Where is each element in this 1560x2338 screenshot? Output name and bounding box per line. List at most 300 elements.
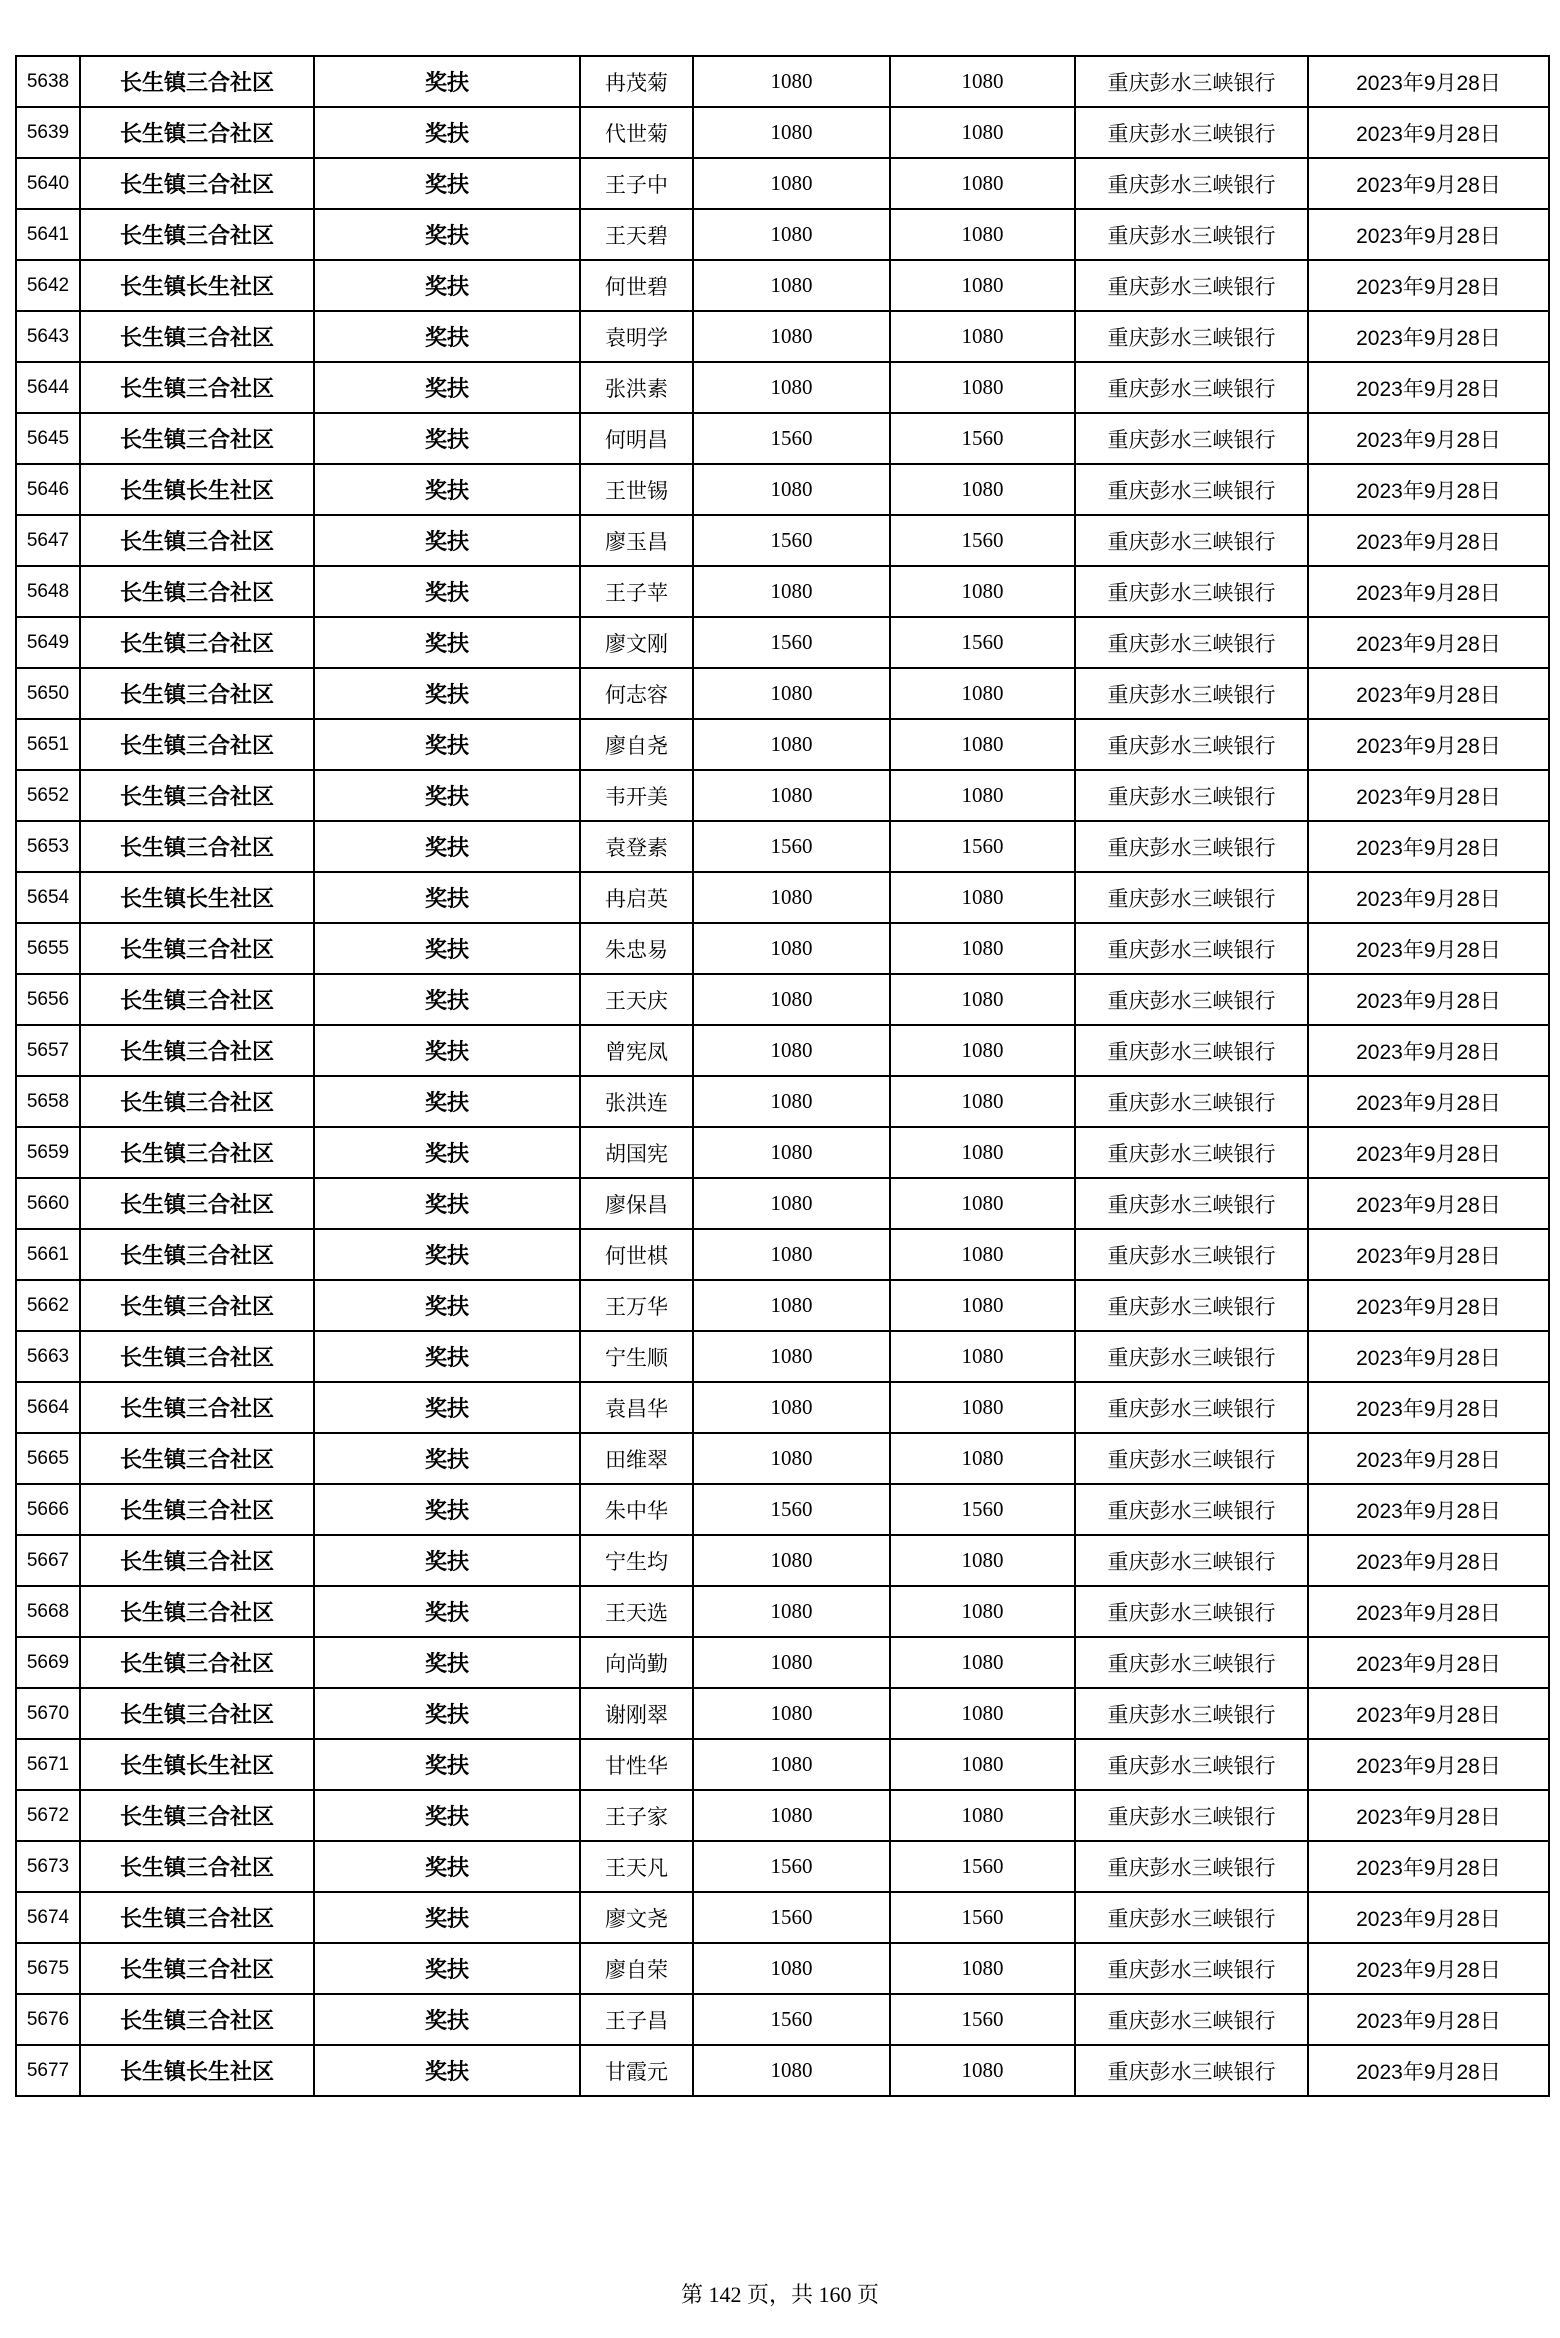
subsidy-type-cell: 奖扶 xyxy=(314,974,580,1025)
paid-amount-cell: 1080 xyxy=(890,1637,1075,1688)
payment-date-cell: 2023年9月28日 xyxy=(1308,1076,1549,1127)
table-row xyxy=(16,1841,1549,1892)
subsidy-type-cell: 奖扶 xyxy=(314,1790,580,1841)
recipient-name-cell: 廖自尧 xyxy=(580,719,693,770)
record-id-cell: 5668 xyxy=(16,1586,80,1637)
payment-date-cell: 2023年9月28日 xyxy=(1308,1637,1549,1688)
standard-amount-cell: 1080 xyxy=(693,668,890,719)
bank-cell: 重庆彭水三峡银行 xyxy=(1075,1331,1308,1382)
payment-date-cell: 2023年9月28日 xyxy=(1308,719,1549,770)
payment-date-cell: 2023年9月28日 xyxy=(1308,1790,1549,1841)
recipient-name-cell: 宁生顺 xyxy=(580,1331,693,1382)
record-id-cell: 5645 xyxy=(16,413,80,464)
recipient-name-cell: 宁生均 xyxy=(580,1535,693,1586)
community-cell: 长生镇三合社区 xyxy=(80,1994,314,2045)
community-cell: 长生镇三合社区 xyxy=(80,1178,314,1229)
standard-amount-cell: 1080 xyxy=(693,2045,890,2096)
standard-amount-cell: 1080 xyxy=(693,260,890,311)
table-row xyxy=(16,1331,1549,1382)
subsidy-type-cell: 奖扶 xyxy=(314,1637,580,1688)
community-cell: 长生镇三合社区 xyxy=(80,1229,314,1280)
record-id-cell: 5654 xyxy=(16,872,80,923)
standard-amount-cell: 1560 xyxy=(693,1892,890,1943)
standard-amount-cell: 1560 xyxy=(693,821,890,872)
bank-cell: 重庆彭水三峡银行 xyxy=(1075,2045,1308,2096)
table-row xyxy=(16,2045,1549,2096)
record-id-cell: 5638 xyxy=(16,56,80,107)
standard-amount-cell: 1080 xyxy=(693,311,890,362)
recipient-name-cell: 田维翠 xyxy=(580,1433,693,1484)
record-id-cell: 5655 xyxy=(16,923,80,974)
table-row xyxy=(16,1127,1549,1178)
record-id-cell: 5653 xyxy=(16,821,80,872)
table-row xyxy=(16,1076,1549,1127)
recipient-name-cell: 王子苹 xyxy=(580,566,693,617)
recipient-name-cell: 王天凡 xyxy=(580,1841,693,1892)
paid-amount-cell: 1080 xyxy=(890,872,1075,923)
subsidy-type-cell: 奖扶 xyxy=(314,1739,580,1790)
record-id-cell: 5666 xyxy=(16,1484,80,1535)
community-cell: 长生镇长生社区 xyxy=(80,1739,314,1790)
bank-cell: 重庆彭水三峡银行 xyxy=(1075,1841,1308,1892)
paid-amount-cell: 1080 xyxy=(890,209,1075,260)
payment-date-cell: 2023年9月28日 xyxy=(1308,515,1549,566)
recipient-name-cell: 王天庆 xyxy=(580,974,693,1025)
community-cell: 长生镇三合社区 xyxy=(80,1127,314,1178)
paid-amount-cell: 1080 xyxy=(890,770,1075,821)
standard-amount-cell: 1080 xyxy=(693,770,890,821)
table-body xyxy=(16,56,1549,2096)
community-cell: 长生镇三合社区 xyxy=(80,515,314,566)
payment-date-cell: 2023年9月28日 xyxy=(1308,1586,1549,1637)
community-cell: 长生镇三合社区 xyxy=(80,413,314,464)
bank-cell: 重庆彭水三峡银行 xyxy=(1075,362,1308,413)
payment-date-cell: 2023年9月28日 xyxy=(1308,1841,1549,1892)
record-id-cell: 5651 xyxy=(16,719,80,770)
record-id-cell: 5660 xyxy=(16,1178,80,1229)
standard-amount-cell: 1560 xyxy=(693,1484,890,1535)
subsidy-type-cell: 奖扶 xyxy=(314,1025,580,1076)
recipient-name-cell: 王世锡 xyxy=(580,464,693,515)
table-row xyxy=(16,311,1549,362)
payment-date-cell: 2023年9月28日 xyxy=(1308,1433,1549,1484)
subsidy-type-cell: 奖扶 xyxy=(314,515,580,566)
community-cell: 长生镇三合社区 xyxy=(80,617,314,668)
table-row xyxy=(16,362,1549,413)
record-id-cell: 5647 xyxy=(16,515,80,566)
payment-date-cell: 2023年9月28日 xyxy=(1308,770,1549,821)
payment-date-cell: 2023年9月28日 xyxy=(1308,107,1549,158)
community-cell: 长生镇三合社区 xyxy=(80,1331,314,1382)
standard-amount-cell: 1080 xyxy=(693,719,890,770)
table-row xyxy=(16,107,1549,158)
bank-cell: 重庆彭水三峡银行 xyxy=(1075,107,1308,158)
record-id-cell: 5658 xyxy=(16,1076,80,1127)
standard-amount-cell: 1080 xyxy=(693,1178,890,1229)
bank-cell: 重庆彭水三峡银行 xyxy=(1075,923,1308,974)
community-cell: 长生镇长生社区 xyxy=(80,872,314,923)
recipient-name-cell: 廖保昌 xyxy=(580,1178,693,1229)
paid-amount-cell: 1080 xyxy=(890,1382,1075,1433)
record-id-cell: 5648 xyxy=(16,566,80,617)
community-cell: 长生镇三合社区 xyxy=(80,1076,314,1127)
standard-amount-cell: 1080 xyxy=(693,362,890,413)
recipient-name-cell: 王子家 xyxy=(580,1790,693,1841)
recipient-name-cell: 张洪素 xyxy=(580,362,693,413)
standard-amount-cell: 1080 xyxy=(693,923,890,974)
recipient-name-cell: 王万华 xyxy=(580,1280,693,1331)
standard-amount-cell: 1080 xyxy=(693,1433,890,1484)
standard-amount-cell: 1560 xyxy=(693,1994,890,2045)
standard-amount-cell: 1080 xyxy=(693,1943,890,1994)
table-row xyxy=(16,209,1549,260)
table-row xyxy=(16,56,1549,107)
subsidy-type-cell: 奖扶 xyxy=(314,260,580,311)
page-number: 第 142 页，共 160 页 xyxy=(680,2282,879,2307)
recipient-name-cell: 王天选 xyxy=(580,1586,693,1637)
community-cell: 长生镇三合社区 xyxy=(80,1688,314,1739)
recipient-name-cell: 曾宪凤 xyxy=(580,1025,693,1076)
paid-amount-cell: 1080 xyxy=(890,1025,1075,1076)
subsidy-type-cell: 奖扶 xyxy=(314,311,580,362)
record-id-cell: 5642 xyxy=(16,260,80,311)
payment-date-cell: 2023年9月28日 xyxy=(1308,668,1549,719)
bank-cell: 重庆彭水三峡银行 xyxy=(1075,209,1308,260)
recipient-name-cell: 王子昌 xyxy=(580,1994,693,2045)
community-cell: 长生镇长生社区 xyxy=(80,2045,314,2096)
recipient-name-cell: 王子中 xyxy=(580,158,693,209)
bank-cell: 重庆彭水三峡银行 xyxy=(1075,1994,1308,2045)
subsidy-type-cell: 奖扶 xyxy=(314,2045,580,2096)
subsidy-type-cell: 奖扶 xyxy=(314,1943,580,1994)
paid-amount-cell: 1080 xyxy=(890,923,1075,974)
subsidy-type-cell: 奖扶 xyxy=(314,617,580,668)
community-cell: 长生镇三合社区 xyxy=(80,311,314,362)
payment-date-cell: 2023年9月28日 xyxy=(1308,923,1549,974)
table-row xyxy=(16,1688,1549,1739)
table-row xyxy=(16,1892,1549,1943)
record-id-cell: 5676 xyxy=(16,1994,80,2045)
bank-cell: 重庆彭水三峡银行 xyxy=(1075,260,1308,311)
subsidy-type-cell: 奖扶 xyxy=(314,1331,580,1382)
table-row xyxy=(16,260,1549,311)
bank-cell: 重庆彭水三峡银行 xyxy=(1075,1382,1308,1433)
subsidy-type-cell: 奖扶 xyxy=(314,1841,580,1892)
paid-amount-cell: 1080 xyxy=(890,1229,1075,1280)
subsidy-type-cell: 奖扶 xyxy=(314,362,580,413)
record-id-cell: 5641 xyxy=(16,209,80,260)
community-cell: 长生镇三合社区 xyxy=(80,107,314,158)
community-cell: 长生镇长生社区 xyxy=(80,260,314,311)
community-cell: 长生镇三合社区 xyxy=(80,1892,314,1943)
record-id-cell: 5671 xyxy=(16,1739,80,1790)
record-id-cell: 5669 xyxy=(16,1637,80,1688)
bank-cell: 重庆彭水三峡银行 xyxy=(1075,719,1308,770)
table-row xyxy=(16,1943,1549,1994)
recipient-name-cell: 何明昌 xyxy=(580,413,693,464)
payment-date-cell: 2023年9月28日 xyxy=(1308,464,1549,515)
community-cell: 长生镇长生社区 xyxy=(80,464,314,515)
payment-date-cell: 2023年9月28日 xyxy=(1308,1382,1549,1433)
community-cell: 长生镇三合社区 xyxy=(80,566,314,617)
recipient-name-cell: 王天碧 xyxy=(580,209,693,260)
paid-amount-cell: 1080 xyxy=(890,1586,1075,1637)
paid-amount-cell: 1080 xyxy=(890,566,1075,617)
standard-amount-cell: 1080 xyxy=(693,209,890,260)
payment-date-cell: 2023年9月28日 xyxy=(1308,1331,1549,1382)
table-row xyxy=(16,1025,1549,1076)
table-row xyxy=(16,1484,1549,1535)
community-cell: 长生镇三合社区 xyxy=(80,974,314,1025)
bank-cell: 重庆彭水三峡银行 xyxy=(1075,158,1308,209)
table-row xyxy=(16,1790,1549,1841)
paid-amount-cell: 1560 xyxy=(890,1841,1075,1892)
recipient-name-cell: 冉启英 xyxy=(580,872,693,923)
paid-amount-cell: 1080 xyxy=(890,719,1075,770)
bank-cell: 重庆彭水三峡银行 xyxy=(1075,668,1308,719)
paid-amount-cell: 1080 xyxy=(890,1433,1075,1484)
standard-amount-cell: 1080 xyxy=(693,1535,890,1586)
recipient-name-cell: 谢刚翠 xyxy=(580,1688,693,1739)
recipient-name-cell: 胡国宪 xyxy=(580,1127,693,1178)
subsidy-type-cell: 奖扶 xyxy=(314,1994,580,2045)
table-row xyxy=(16,1433,1549,1484)
standard-amount-cell: 1080 xyxy=(693,1331,890,1382)
paid-amount-cell: 1080 xyxy=(890,668,1075,719)
standard-amount-cell: 1080 xyxy=(693,1076,890,1127)
recipient-name-cell: 廖文尧 xyxy=(580,1892,693,1943)
bank-cell: 重庆彭水三峡银行 xyxy=(1075,1127,1308,1178)
record-id-cell: 5677 xyxy=(16,2045,80,2096)
subsidy-type-cell: 奖扶 xyxy=(314,1229,580,1280)
subsidy-type-cell: 奖扶 xyxy=(314,56,580,107)
payment-date-cell: 2023年9月28日 xyxy=(1308,1127,1549,1178)
payment-date-cell: 2023年9月28日 xyxy=(1308,209,1549,260)
subsidy-type-cell: 奖扶 xyxy=(314,1280,580,1331)
record-id-cell: 5650 xyxy=(16,668,80,719)
subsidy-type-cell: 奖扶 xyxy=(314,1382,580,1433)
bank-cell: 重庆彭水三峡银行 xyxy=(1075,1484,1308,1535)
record-id-cell: 5640 xyxy=(16,158,80,209)
standard-amount-cell: 1080 xyxy=(693,158,890,209)
subsidy-type-cell: 奖扶 xyxy=(314,1178,580,1229)
table-row xyxy=(16,872,1549,923)
subsidy-type-cell: 奖扶 xyxy=(314,770,580,821)
record-id-cell: 5643 xyxy=(16,311,80,362)
standard-amount-cell: 1080 xyxy=(693,1790,890,1841)
paid-amount-cell: 1080 xyxy=(890,1688,1075,1739)
table-row xyxy=(16,1382,1549,1433)
table-row xyxy=(16,158,1549,209)
bank-cell: 重庆彭水三峡银行 xyxy=(1075,56,1308,107)
recipient-name-cell: 张洪连 xyxy=(580,1076,693,1127)
paid-amount-cell: 1080 xyxy=(890,158,1075,209)
paid-amount-cell: 1560 xyxy=(890,413,1075,464)
standard-amount-cell: 1080 xyxy=(693,1637,890,1688)
subsidy-type-cell: 奖扶 xyxy=(314,413,580,464)
community-cell: 长生镇三合社区 xyxy=(80,1637,314,1688)
recipient-name-cell: 甘霞元 xyxy=(580,2045,693,2096)
subsidy-type-cell: 奖扶 xyxy=(314,821,580,872)
paid-amount-cell: 1080 xyxy=(890,1943,1075,1994)
bank-cell: 重庆彭水三峡银行 xyxy=(1075,1025,1308,1076)
community-cell: 长生镇三合社区 xyxy=(80,1790,314,1841)
payment-date-cell: 2023年9月28日 xyxy=(1308,1994,1549,2045)
paid-amount-cell: 1080 xyxy=(890,2045,1075,2096)
recipient-name-cell: 袁登素 xyxy=(580,821,693,872)
subsidy-type-cell: 奖扶 xyxy=(314,1076,580,1127)
table-row xyxy=(16,1535,1549,1586)
standard-amount-cell: 1080 xyxy=(693,1280,890,1331)
recipient-name-cell: 袁明学 xyxy=(580,311,693,362)
bank-cell: 重庆彭水三峡银行 xyxy=(1075,464,1308,515)
payment-date-cell: 2023年9月28日 xyxy=(1308,362,1549,413)
recipient-name-cell: 袁昌华 xyxy=(580,1382,693,1433)
record-id-cell: 5667 xyxy=(16,1535,80,1586)
payment-date-cell: 2023年9月28日 xyxy=(1308,1178,1549,1229)
record-id-cell: 5673 xyxy=(16,1841,80,1892)
record-id-cell: 5670 xyxy=(16,1688,80,1739)
community-cell: 长生镇三合社区 xyxy=(80,668,314,719)
payment-date-cell: 2023年9月28日 xyxy=(1308,1229,1549,1280)
subsidy-type-cell: 奖扶 xyxy=(314,107,580,158)
record-id-cell: 5649 xyxy=(16,617,80,668)
subsidy-type-cell: 奖扶 xyxy=(314,1484,580,1535)
standard-amount-cell: 1560 xyxy=(693,515,890,566)
bank-cell: 重庆彭水三峡银行 xyxy=(1075,1637,1308,1688)
subsidy-type-cell: 奖扶 xyxy=(314,1127,580,1178)
payment-date-cell: 2023年9月28日 xyxy=(1308,1892,1549,1943)
bank-cell: 重庆彭水三峡银行 xyxy=(1075,1433,1308,1484)
paid-amount-cell: 1560 xyxy=(890,821,1075,872)
bank-cell: 重庆彭水三峡银行 xyxy=(1075,770,1308,821)
standard-amount-cell: 1560 xyxy=(693,617,890,668)
community-cell: 长生镇三合社区 xyxy=(80,821,314,872)
recipient-name-cell: 廖玉昌 xyxy=(580,515,693,566)
paid-amount-cell: 1080 xyxy=(890,107,1075,158)
standard-amount-cell: 1080 xyxy=(693,107,890,158)
payment-date-cell: 2023年9月28日 xyxy=(1308,311,1549,362)
subsidy-type-cell: 奖扶 xyxy=(314,719,580,770)
record-id-cell: 5675 xyxy=(16,1943,80,1994)
table-row xyxy=(16,413,1549,464)
record-id-cell: 5639 xyxy=(16,107,80,158)
payment-date-cell: 2023年9月28日 xyxy=(1308,260,1549,311)
community-cell: 长生镇三合社区 xyxy=(80,719,314,770)
paid-amount-cell: 1080 xyxy=(890,362,1075,413)
bank-cell: 重庆彭水三峡银行 xyxy=(1075,1178,1308,1229)
subsidy-type-cell: 奖扶 xyxy=(314,1688,580,1739)
recipient-name-cell: 甘性华 xyxy=(580,1739,693,1790)
table-row xyxy=(16,1994,1549,2045)
standard-amount-cell: 1080 xyxy=(693,974,890,1025)
table-row xyxy=(16,1280,1549,1331)
bank-cell: 重庆彭水三峡银行 xyxy=(1075,617,1308,668)
record-id-cell: 5661 xyxy=(16,1229,80,1280)
payment-date-cell: 2023年9月28日 xyxy=(1308,1280,1549,1331)
subsidy-type-cell: 奖扶 xyxy=(314,1433,580,1484)
community-cell: 长生镇三合社区 xyxy=(80,1943,314,1994)
table-row xyxy=(16,1229,1549,1280)
recipient-name-cell: 朱中华 xyxy=(580,1484,693,1535)
table-row xyxy=(16,515,1549,566)
recipient-name-cell: 何世棋 xyxy=(580,1229,693,1280)
table-row xyxy=(16,566,1549,617)
bank-cell: 重庆彭水三峡银行 xyxy=(1075,1586,1308,1637)
paid-amount-cell: 1080 xyxy=(890,1331,1075,1382)
payment-date-cell: 2023年9月28日 xyxy=(1308,413,1549,464)
subsidy-type-cell: 奖扶 xyxy=(314,209,580,260)
record-id-cell: 5656 xyxy=(16,974,80,1025)
paid-amount-cell: 1080 xyxy=(890,1280,1075,1331)
subsidy-type-cell: 奖扶 xyxy=(314,1535,580,1586)
recipient-name-cell: 代世菊 xyxy=(580,107,693,158)
record-id-cell: 5657 xyxy=(16,1025,80,1076)
community-cell: 长生镇三合社区 xyxy=(80,158,314,209)
standard-amount-cell: 1080 xyxy=(693,1025,890,1076)
paid-amount-cell: 1080 xyxy=(890,1178,1075,1229)
subsidy-type-cell: 奖扶 xyxy=(314,1586,580,1637)
payment-date-cell: 2023年9月28日 xyxy=(1308,1943,1549,1994)
community-cell: 长生镇三合社区 xyxy=(80,209,314,260)
standard-amount-cell: 1080 xyxy=(693,464,890,515)
bank-cell: 重庆彭水三峡银行 xyxy=(1075,1943,1308,1994)
payment-date-cell: 2023年9月28日 xyxy=(1308,1535,1549,1586)
recipient-name-cell: 廖文刚 xyxy=(580,617,693,668)
bank-cell: 重庆彭水三峡银行 xyxy=(1075,1739,1308,1790)
record-id-cell: 5662 xyxy=(16,1280,80,1331)
bank-cell: 重庆彭水三峡银行 xyxy=(1075,1688,1308,1739)
community-cell: 长生镇三合社区 xyxy=(80,1484,314,1535)
payment-date-cell: 2023年9月28日 xyxy=(1308,158,1549,209)
community-cell: 长生镇三合社区 xyxy=(80,1841,314,1892)
paid-amount-cell: 1560 xyxy=(890,1892,1075,1943)
standard-amount-cell: 1080 xyxy=(693,566,890,617)
bank-cell: 重庆彭水三峡银行 xyxy=(1075,1280,1308,1331)
bank-cell: 重庆彭水三峡银行 xyxy=(1075,1535,1308,1586)
paid-amount-cell: 1080 xyxy=(890,1790,1075,1841)
payment-table xyxy=(15,55,1550,2097)
payment-date-cell: 2023年9月28日 xyxy=(1308,1688,1549,1739)
standard-amount-cell: 1080 xyxy=(693,1229,890,1280)
community-cell: 长生镇三合社区 xyxy=(80,1025,314,1076)
table-row xyxy=(16,770,1549,821)
bank-cell: 重庆彭水三峡银行 xyxy=(1075,1229,1308,1280)
community-cell: 长生镇三合社区 xyxy=(80,923,314,974)
community-cell: 长生镇三合社区 xyxy=(80,1382,314,1433)
subsidy-type-cell: 奖扶 xyxy=(314,1892,580,1943)
table-row xyxy=(16,923,1549,974)
community-cell: 长生镇三合社区 xyxy=(80,1535,314,1586)
recipient-name-cell: 韦开美 xyxy=(580,770,693,821)
subsidy-type-cell: 奖扶 xyxy=(314,566,580,617)
bank-cell: 重庆彭水三峡银行 xyxy=(1075,1892,1308,1943)
standard-amount-cell: 1560 xyxy=(693,413,890,464)
paid-amount-cell: 1080 xyxy=(890,1076,1075,1127)
subsidy-type-cell: 奖扶 xyxy=(314,923,580,974)
table-row xyxy=(16,821,1549,872)
table-row xyxy=(16,617,1549,668)
community-cell: 长生镇三合社区 xyxy=(80,1586,314,1637)
bank-cell: 重庆彭水三峡银行 xyxy=(1075,413,1308,464)
paid-amount-cell: 1560 xyxy=(890,1994,1075,2045)
record-id-cell: 5644 xyxy=(16,362,80,413)
standard-amount-cell: 1560 xyxy=(693,1841,890,1892)
subsidy-type-cell: 奖扶 xyxy=(314,668,580,719)
paid-amount-cell: 1080 xyxy=(890,1127,1075,1178)
paid-amount-cell: 1560 xyxy=(890,1484,1075,1535)
paid-amount-cell: 1560 xyxy=(890,617,1075,668)
